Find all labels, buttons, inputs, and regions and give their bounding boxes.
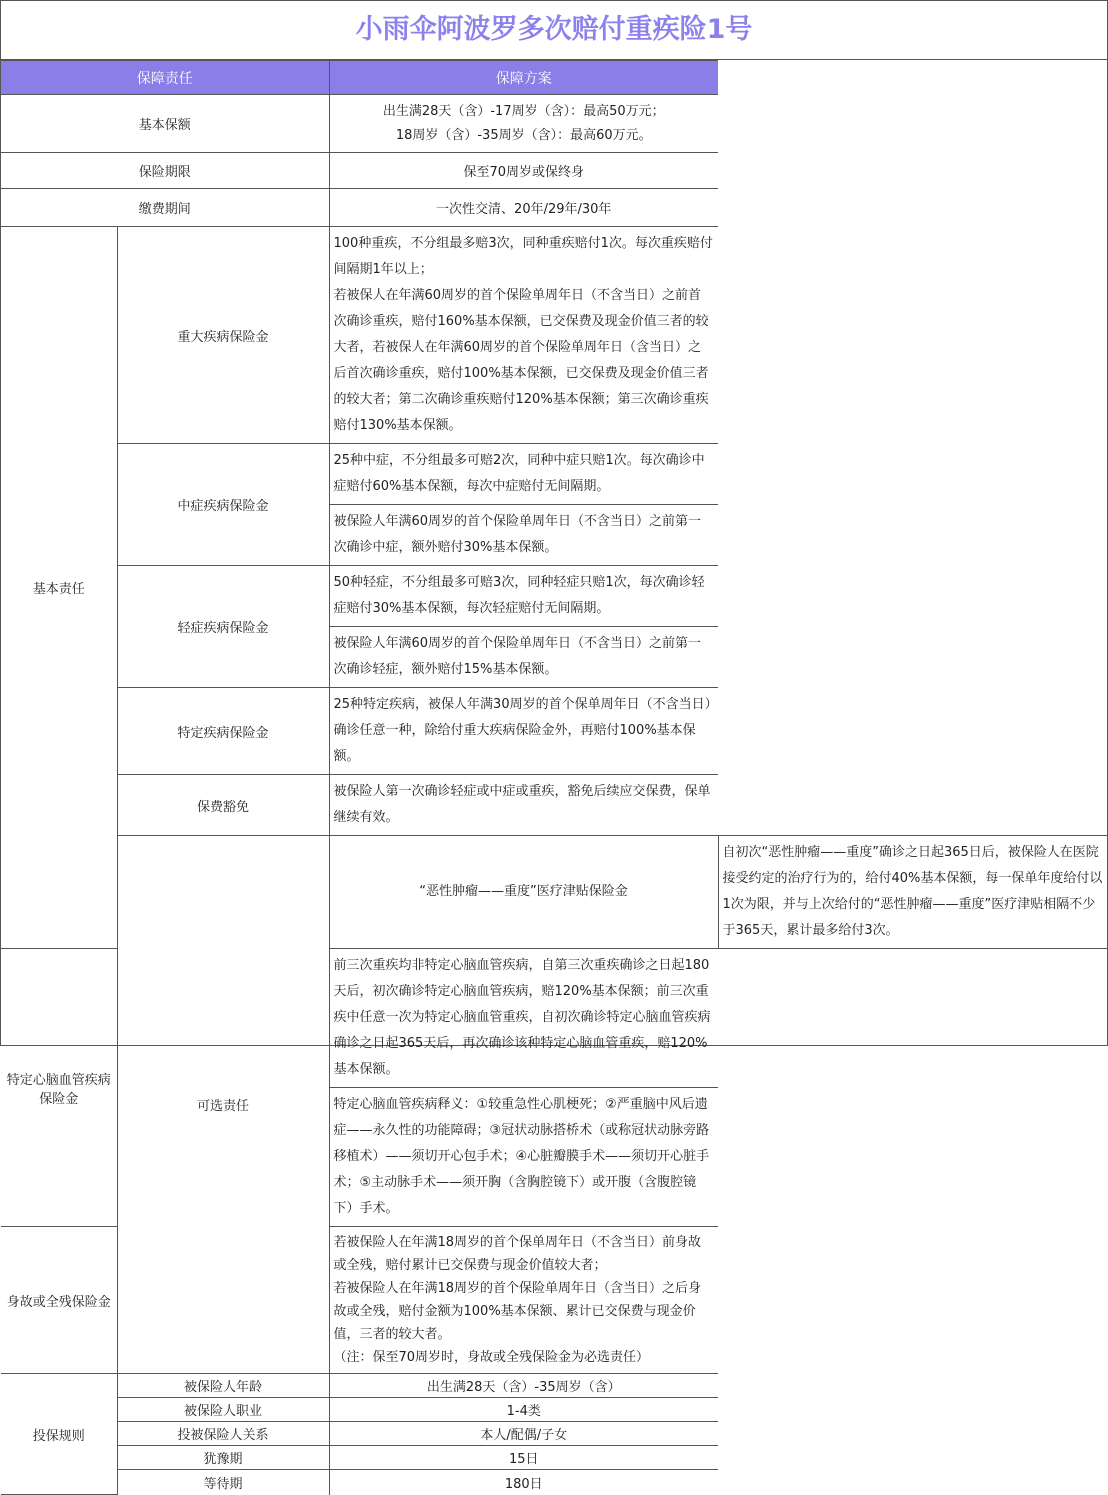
row-value: 15日 bbox=[329, 1446, 718, 1470]
row-label: 保险期限 bbox=[1, 153, 329, 189]
row-value: 被保险人年满60周岁的首个保险单周年日（不含当日）之前第一次确诊轻症，额外赔付15%基本保额。 bbox=[329, 627, 718, 688]
table-row bbox=[1, 1446, 1107, 1470]
row-value: 自初次“恶性肿瘤——重度”确诊之日起365日后，被保险人在医院接受约定的治疗行为的，给付40%基本保额，每一保单年度给付以1次为限，并与上次给付的“恶性肿瘤——重度”医疗津贴相隔不少于365天，累计最多给付3次。 bbox=[718, 836, 1107, 949]
row-label: 缴费期间 bbox=[1, 189, 329, 227]
row-value: 25种中症，不分组最多可赔2次，同种中症只赔1次。每次确诊中症赔付60%基本保额，每次中症赔付无间隔期。 bbox=[329, 444, 718, 505]
row-label: 被保险人职业 bbox=[117, 1398, 329, 1422]
table-row bbox=[1, 1374, 1107, 1398]
value-line: 若被保险人在年满18周岁的首个保单周年日（不含当日）前身故或全残，赔付累计已交保费与现金价值较大者； bbox=[333, 1235, 702, 1273]
table-row bbox=[1, 153, 1107, 189]
header-plan: 保障方案 bbox=[329, 61, 718, 95]
row-label: 基本保额 bbox=[1, 95, 329, 153]
row-value: 50种轻症，不分组最多可赔3次，同种轻症只赔1次，每次确诊轻症赔付30%基本保额，每次轻症赔付无间隔期。 bbox=[329, 566, 718, 627]
row-value bbox=[329, 227, 718, 444]
group-label: 可选责任 bbox=[117, 836, 329, 1374]
value-line: 18周岁（含）-35周岁（含）：最高60万元。 bbox=[395, 127, 652, 143]
value-note: （注：保至70周岁时，身故或全残保险金为必选责任） bbox=[333, 1350, 650, 1365]
row-label: 等待期 bbox=[117, 1470, 329, 1495]
row-label: 特定疾病保险金 bbox=[117, 688, 329, 775]
row-value: 1-4类 bbox=[329, 1398, 718, 1422]
row-label: 身故或全残保险金 bbox=[1, 1227, 117, 1374]
row-value: 前三次重疾均非特定心脑血管疾病，自第三次重疾确诊之日起180天后，初次确诊特定心脑血管疾病，赔120%基本保额；前三次重疾中任意一次为特定心脑血管重疾，自初次确诊特定心脑血管疾病确诊之日起365天后，再次确诊该种特定心脑血管重疾，赔120%基本保额。 bbox=[329, 949, 718, 1088]
row-label: 投被保险人关系 bbox=[117, 1422, 329, 1446]
row-value bbox=[329, 1227, 718, 1374]
row-value: 一次性交清、20年/29年/30年 bbox=[329, 189, 718, 227]
value-line: 100种重疾，不分组最多赔3次，同种重疾赔付1次。每次重疾赔付间隔期1年以上； bbox=[333, 236, 713, 277]
table-row bbox=[1, 775, 1107, 836]
table-row bbox=[1, 1398, 1107, 1422]
value-line: 出生满28天（含）-17周岁（含）：最高50万元； bbox=[382, 103, 665, 119]
row-value: 本人/配偶/子女 bbox=[329, 1422, 718, 1446]
table-row bbox=[1, 1470, 1107, 1495]
table-row bbox=[1, 1422, 1107, 1446]
row-label: 犹豫期 bbox=[117, 1446, 329, 1470]
row-label: 中症疾病保险金 bbox=[117, 444, 329, 566]
row-label: 保费豁免 bbox=[117, 775, 329, 836]
table-row bbox=[1, 444, 1107, 505]
row-label: 轻症疾病保险金 bbox=[117, 566, 329, 688]
row-value: 被保险人第一次确诊轻症或中症或重疾，豁免后续应交保费，保单继续有效。 bbox=[329, 775, 718, 836]
row-label: 被保险人年龄 bbox=[117, 1374, 329, 1398]
table-row bbox=[1, 566, 1107, 627]
group-label: 基本责任 bbox=[1, 227, 117, 949]
row-value: 保至70周岁或保终身 bbox=[329, 153, 718, 189]
row-label: 重大疾病保险金 bbox=[117, 227, 329, 444]
table-row bbox=[1, 836, 1107, 949]
row-label: 特定心脑血管疾病保险金 bbox=[1, 949, 117, 1227]
document-title: 小雨伞阿波罗多次赔付重疾险1号 bbox=[1, 1, 1107, 60]
table-row bbox=[1, 95, 1107, 153]
value-line: 若被保险人在年满18周岁的首个保险单周年日（含当日）之后身故或全残，赔付金额为100%基本保额、累计已交保费与现金价值，三者的较大者。 bbox=[333, 1281, 702, 1342]
row-label: “恶性肿瘤——重度”医疗津贴保险金 bbox=[329, 836, 718, 949]
group-label: 投保规则 bbox=[1, 1374, 117, 1495]
row-value: 被保险人年满60周岁的首个保险单周年日（不含当日）之前第一次确诊中症，额外赔付30%基本保额。 bbox=[329, 505, 718, 566]
value-line: 若被保人在年满60周岁的首个保险单周年日（不含当日）之前首次确诊重疾，赔付160%基本保额，已交保费及现金价值三者的较大者，若被保人在年满60周岁的首个保险单周年日（含当日）之后首次确诊重疾，赔付100%基本保额，已交保费及现金价值三者的较大者；第二次确诊重疾赔付120%基本保额；第三次确诊重疾赔付130%基本保额。 bbox=[333, 288, 709, 433]
table-row bbox=[1, 227, 1107, 444]
table-header bbox=[1, 61, 1107, 95]
table-row bbox=[1, 189, 1107, 227]
table-row bbox=[1, 688, 1107, 775]
row-value: 25种特定疾病，被保人年满30周岁的首个保单周年日（不含当日）确诊任意一种，除给付重大疾病保险金外，再赔付100%基本保额。 bbox=[329, 688, 718, 775]
row-value: 180日 bbox=[329, 1470, 718, 1495]
row-value: 特定心脑血管疾病释义：①较重急性心肌梗死；②严重脑中风后遗症——永久性的功能障碍；③冠状动脉搭桥术（或称冠状动脉旁路移植术）——须切开心包手术；④心脏瓣膜手术——须切开心脏手术；⑤主动脉手术——须开胸（含胸腔镜下）或开腹（含腹腔镜下）手术。 bbox=[329, 1088, 718, 1227]
row-value bbox=[329, 95, 718, 153]
row-value: 出生满28天（含）-35周岁（含） bbox=[329, 1374, 718, 1398]
coverage-table bbox=[1, 60, 1107, 1495]
header-coverage: 保障责任 bbox=[1, 61, 329, 95]
